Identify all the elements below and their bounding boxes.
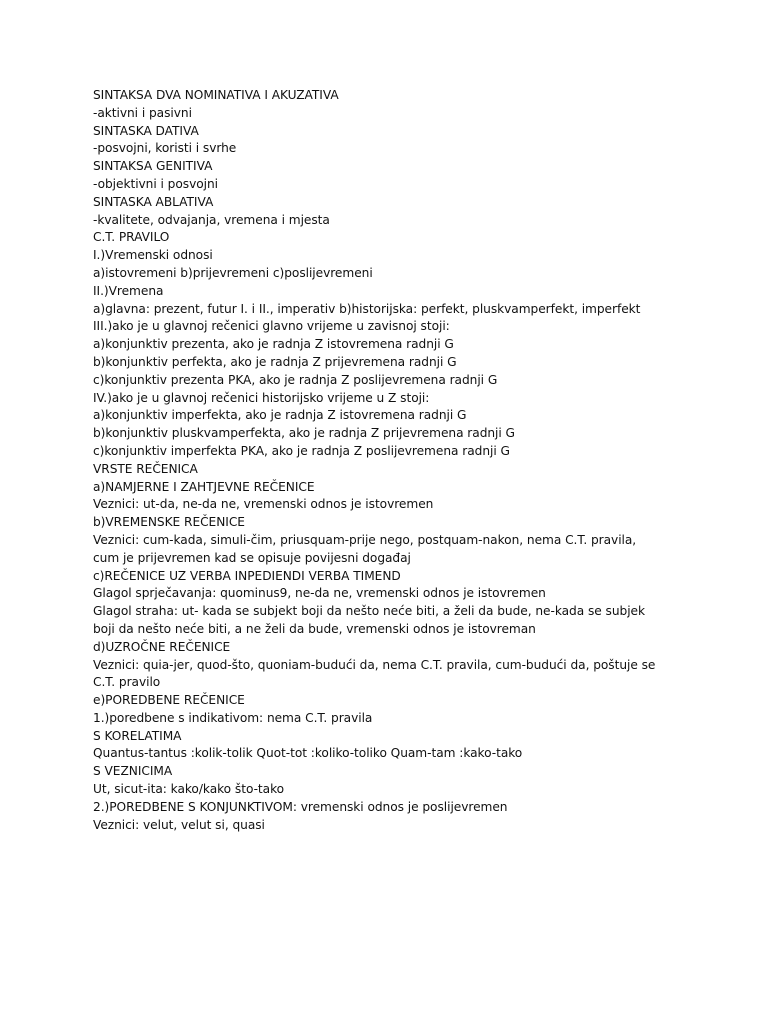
text-line: Veznici: cum-kada, simuli-čim, priusquam-prije nego, postquam-nakon, nema C.T. pravila,: [93, 532, 637, 547]
heading-ct-pravilo: C.T. PRAVILO: [93, 230, 170, 245]
text-line: b)konjunktiv perfekta, ako je radnja Z prijevremena radnji G: [93, 354, 457, 369]
text-line: I.)Vremenski odnosi: [93, 248, 213, 263]
text-line: IV.)ako je u glavnoj rečenici historijsko vrijeme u Z stoji:: [93, 390, 430, 405]
heading-genitiv: SINTAKSA GENITIVA: [93, 159, 213, 174]
subheading-vremenske: b)VREMENSKE REČENICE: [93, 515, 245, 530]
text-line: a)glavna: prezent, futur I. i II., imperativ b)historijska: perfekt, pluskvamperfekt, imperfekt: [93, 301, 641, 316]
text-line: Glagol sprječavanja: quominus9, ne-da ne, vremenski odnos je istovremen: [93, 586, 546, 601]
text-line: a)konjunktiv prezenta, ako je radnja Z istovremena radnji G: [93, 337, 454, 352]
text-line: Veznici: quia-jer, quod-što, quoniam-budući da, nema C.T. pravila, cum-budući da, poštuje se: [93, 657, 656, 672]
subheading-s-korelatima: S KORELATIMA: [93, 728, 182, 743]
text-line: boji da nešto neće biti, a ne želi da bude, vremenski odnos je istovreman: [93, 621, 536, 636]
text-line: c)konjunktiv prezenta PKA, ako je radnja Z poslijevremena radnji G: [93, 372, 498, 387]
subheading-poredbene: e)POREDBENE REČENICE: [93, 693, 245, 708]
subheading-verba-impediendi: c)REČENICE UZ VERBA INPEDIENDI VERBA TIMEND: [93, 568, 401, 583]
text-line: a)konjunktiv imperfekta, ako je radnja Z istovremena radnji G: [93, 408, 467, 423]
text-line: Veznici: ut-da, ne-da ne, vremenski odnos je istovremen: [93, 497, 434, 512]
text-line: II.)Vremena: [93, 283, 164, 298]
text-line: a)istovremeni b)prijevremeni c)poslijevremeni: [93, 265, 373, 280]
text-line: Glagol straha: ut- kada se subjekt boji da nešto neće biti, a želi da bude, ne-kada se subjek: [93, 604, 645, 619]
heading-vrste-recenica: VRSTE REČENICA: [93, 461, 198, 476]
heading-dativ: SINTASKA DATIVA: [93, 123, 199, 138]
text-line: -kvalitete, odvajanja, vremena i mjesta: [93, 212, 330, 227]
text-line: Ut, sicut-ita: kako/kako što-tako: [93, 782, 285, 797]
heading-nominativ-akuzativ: SINTAKSA DVA NOMINATIVA I AKUZATIVA: [93, 88, 339, 102]
text-line: -aktivni i pasivni: [93, 105, 192, 120]
document-text: [93, 87, 753, 834]
text-line: cum je prijevremen kad se opisuje povijesni događaj: [93, 550, 411, 565]
text-line: 2.)POREDBENE S KONJUNKTIVOM: vremenski odnos je poslijevremen: [93, 799, 508, 814]
text-line: III.)ako je u glavnoj rečenici glavno vrijeme u zavisnoj stoji:: [93, 319, 450, 334]
text-line: C.T. pravilo: [93, 675, 161, 690]
subheading-s-veznicima: S VEZNICIMA: [93, 764, 173, 779]
text-line: -posvojni, koristi i svrhe: [93, 141, 237, 156]
subheading-namjerne: a)NAMJERNE I ZAHTJEVNE REČENICE: [93, 479, 315, 494]
subheading-uzrocne: d)UZROČNE REČENICE: [93, 639, 231, 654]
text-line: -objektivni i posvojni: [93, 176, 218, 191]
text-line: b)konjunktiv pluskvamperfekta, ako je radnja Z prijevremena radnji G: [93, 426, 515, 441]
heading-ablativ: SINTASKA ABLATIVA: [93, 194, 214, 209]
text-line: Quantus-tantus :kolik-tolik Quot-tot :koliko-toliko Quam-tam :kako-tako: [93, 746, 523, 761]
text-line: Veznici: velut, velut si, quasi: [93, 817, 265, 832]
text-line: 1.)poredbene s indikativom: nema C.T. pravila: [93, 710, 373, 725]
text-line: c)konjunktiv imperfekta PKA, ako je radnja Z poslijevremena radnji G: [93, 443, 510, 458]
